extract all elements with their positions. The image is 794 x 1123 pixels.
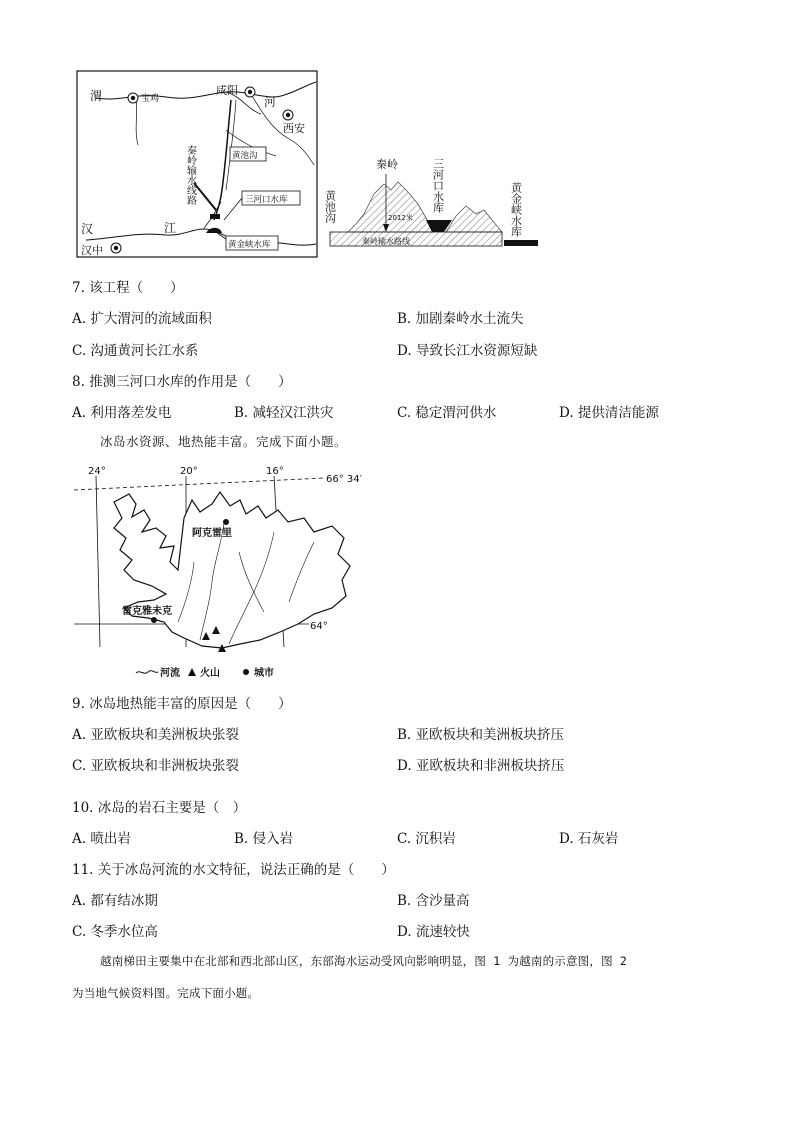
iceland-map	[74, 462, 374, 688]
q11-option-c[interactable]: C. 冬季水位高	[72, 924, 158, 940]
label-hanzhong: 汉中	[81, 244, 103, 257]
label-baoji: 宝鸡	[141, 94, 160, 104]
q9-stem: 9. 冰岛地热能丰富的原因是（ ）	[72, 696, 292, 712]
label-lon-16: 16°	[266, 466, 284, 477]
label-lat-arctic: 66° 34′	[326, 474, 362, 485]
q10-stem: 10. 冰岛的岩石主要是（ ）	[72, 800, 247, 816]
iceland-intro: 冰岛水资源、地热能丰富。完成下面小题。	[100, 434, 348, 449]
legend-city-label: 城市	[254, 668, 274, 679]
city-marker-baoji	[128, 93, 138, 103]
label-profile-huangjinxia: 黄金峡水库	[509, 182, 523, 237]
label-he: 河	[264, 95, 277, 109]
label-xianyang: 咸阳	[216, 84, 238, 97]
q9-option-d[interactable]: D. 亚欧板块和非洲板块挤压	[397, 758, 565, 774]
label-han: 汉	[81, 222, 94, 236]
city-legend-icon	[243, 669, 249, 675]
q7-option-b[interactable]: B. 加剧秦岭水土流失	[397, 311, 524, 327]
q10-option-d[interactable]: D. 石灰岩	[559, 831, 619, 847]
volcano-legend-icon	[188, 668, 196, 676]
q10-option-c[interactable]: C. 沉积岩	[397, 831, 456, 847]
label-profile-huangchigou: 黄池沟	[323, 190, 337, 223]
q7-option-c[interactable]: C. 沟通黄河长江水系	[72, 343, 199, 359]
label-huangjinxia: 黄金峡水库	[228, 240, 271, 250]
label-xian: 西安	[283, 122, 305, 135]
vietnam-intro-line2: 为当地气候资料图。完成下面小题。	[72, 986, 260, 1000]
q8-option-c[interactable]: C. 稳定渭河供水	[397, 405, 497, 421]
label-lon-24: 24°	[88, 466, 106, 477]
q9-option-a[interactable]: A. 亚欧板块和美洲板块张裂	[72, 727, 239, 743]
legend-volcano-label: 火山	[200, 668, 220, 679]
q10-option-a[interactable]: A. 喷出岩	[72, 831, 131, 847]
q8-stem: 8. 推测三河口水库的作用是（ ）	[72, 374, 292, 390]
label-huangchigou: 黄池沟	[232, 151, 258, 161]
city-marker-hanzhong	[111, 243, 121, 253]
river-legend-icon	[136, 671, 158, 674]
city-marker-xian	[283, 110, 293, 120]
q8-option-d[interactable]: D. 提供清洁能源	[559, 405, 659, 421]
label-sanhekou: 三河口水库	[245, 195, 288, 205]
label-lat-64: 64°	[310, 621, 328, 632]
q11-stem: 11. 关于冰岛河流的水文特征，说法正确的是（ ）	[72, 862, 395, 878]
q9-option-c[interactable]: C. 亚欧板块和非洲板块张裂	[72, 758, 239, 774]
label-jiang: 江	[164, 221, 177, 235]
q8-option-a[interactable]: A. 利用落差发电	[72, 405, 172, 421]
label-water-line: 秦岭输水路线	[362, 237, 410, 246]
vietnam-intro-line1: 越南梯田主要集中在北部和西北部山区，东部海水运动受风向影响明显，图 1 为越南的示意图，图 2	[100, 954, 628, 968]
q10-option-b[interactable]: B. 侵入岩	[234, 831, 294, 847]
label-qinling: 秦岭	[376, 158, 398, 171]
profile-diagram	[323, 154, 540, 254]
label-reykjavik: 雷克雅未克	[122, 606, 172, 617]
label-wei: 渭	[90, 89, 103, 103]
q8-option-b[interactable]: B. 减轻汉江洪灾	[234, 405, 334, 421]
city-marker-reykjavik	[151, 617, 157, 623]
label-profile-sanhekou: 三河口水库	[431, 158, 445, 213]
q11-option-a[interactable]: A. 都有结冰期	[72, 893, 158, 909]
map-legend	[136, 666, 274, 679]
label-lon-20: 20°	[180, 466, 198, 477]
label-akureyri: 阿克雷里	[192, 528, 232, 539]
label-elevation: 2012米	[388, 214, 413, 222]
label-qinling-line: 秦岭输水线路	[184, 145, 196, 205]
city-marker-xianyang	[245, 87, 255, 97]
legend-river-label: 河流	[160, 668, 180, 679]
q11-option-d[interactable]: D. 流速较快	[397, 924, 470, 940]
water-diversion-map	[76, 70, 318, 258]
q7-option-a[interactable]: A. 扩大渭河的流域面积	[72, 311, 212, 327]
city-marker-akureyri	[223, 519, 229, 525]
q7-stem: 7. 该工程（ ）	[72, 280, 184, 296]
q11-option-b[interactable]: B. 含沙量高	[397, 893, 470, 909]
q7-option-d[interactable]: D. 导致长江水资源短缺	[397, 343, 538, 359]
q9-option-b[interactable]: B. 亚欧板块和美洲板块挤压	[397, 727, 565, 743]
